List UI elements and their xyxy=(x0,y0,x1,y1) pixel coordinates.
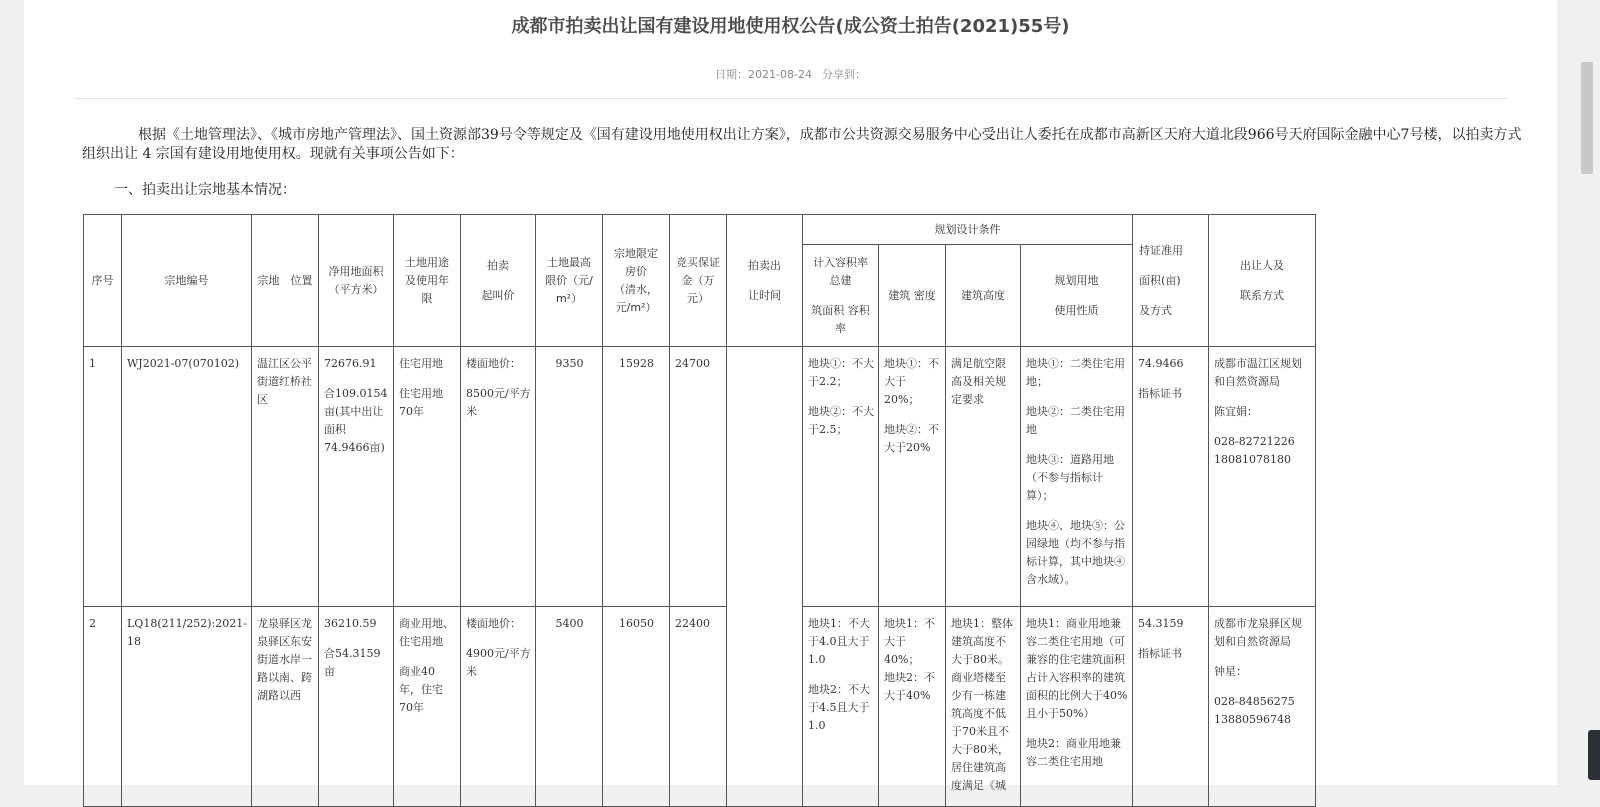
header-height: 建筑高度 xyxy=(946,245,1021,347)
table-row xyxy=(84,607,1316,807)
cell-far: 地块①：不大于2.2； 地块②：不大于2.5； xyxy=(803,347,879,607)
header-far: 计入容积率 总建 筑面积 容积 率 xyxy=(803,245,879,347)
header-deposit: 竞买保证 金（万 元） xyxy=(670,215,727,347)
cell-max-price: 9350 xyxy=(536,347,603,607)
cell-house-price: 15928 xyxy=(603,347,670,607)
header-house-price: 宗地限定 房价 （清水， 元/m²） xyxy=(603,215,670,347)
section-heading: 一、拍卖出让宗地基本情况： xyxy=(114,182,296,198)
cell-land-nature: 地块1：商业用地兼容二类住宅用地（可兼容的住宅建筑面积占计入容积率的建筑面积的比例大于40%且小于50%） 地块2：商业用地兼容二类住宅用地 xyxy=(1021,607,1133,807)
header-transferor: 出让人及 联系方式 xyxy=(1209,215,1316,347)
page-title: 成都市拍卖出让国有建设用地使用权公告(成公资土拍告(2021)55号) xyxy=(511,16,1070,37)
cell-house-price: 16050 xyxy=(603,607,670,807)
cell-area: 36210.59 合54.3159亩 xyxy=(319,607,394,807)
table-row xyxy=(84,347,1316,607)
cell-deposit: 24700 xyxy=(670,347,727,607)
cell-density: 地块①：不大于20%； 地块②：不大于20% xyxy=(879,347,946,607)
cell-max-price: 5400 xyxy=(536,607,603,807)
publish-date: 日期：2021-08-24 xyxy=(715,68,812,81)
cell-transferor: 成都市温江区规划和自然资源局 陈宜娟： 028-82721226 18081078180 xyxy=(1209,347,1316,607)
cell-density: 地块1：不大于40%； 地块2：不大于40% xyxy=(879,607,946,807)
cell-transferor: 成都市龙泉驿区规划和自然资源局 钟星： 028-84856275 13880596748 xyxy=(1209,607,1316,807)
cell-location: 温江区公平街道红桥社区 xyxy=(252,347,319,607)
cell-height: 满足航空限高及相关规定要求 xyxy=(946,347,1021,607)
header-auction-time: 拍卖出 让时间 xyxy=(727,215,803,347)
floating-tool-icon[interactable] xyxy=(1588,730,1600,780)
header-density: 建筑 密度 xyxy=(879,245,946,347)
cell-code: LQ18(211/252):2021-18 xyxy=(122,607,252,807)
header-planning: 规划设计条件 xyxy=(803,215,1133,245)
cell-land-nature: 地块①：二类住宅用地； 地块②：二类住宅用地 地块③：道路用地（不参与指标计算）； 地块④、地块⑤：公园绿地（均不参与指标计算，其中地块④含水域）。 xyxy=(1021,347,1133,607)
share-label[interactable]: 分享到： xyxy=(821,68,866,81)
cell-auction-time xyxy=(727,347,803,807)
cell-location: 龙泉驿区龙泉驿区东安街道水岸一路以南、跨湖路以西 xyxy=(252,607,319,807)
cell-land-use: 商业用地、住宅用地 商业40年，住宅70年 xyxy=(394,607,461,807)
header-max-price: 土地最高 限价（元/ m²） xyxy=(536,215,603,347)
cell-land-use: 住宅用地 住宅用地70年 xyxy=(394,347,461,607)
cell-cert: 54.3159 指标证书 xyxy=(1133,607,1209,807)
header-location: 宗地 位置 xyxy=(252,215,319,347)
land-parcel-table xyxy=(83,214,1316,807)
cell-deposit: 22400 xyxy=(670,607,727,807)
cell-seq: 2 xyxy=(84,607,122,807)
header-start-price: 拍卖 起叫价 xyxy=(461,215,536,347)
header-land-nature: 规划用地 使用性质 xyxy=(1021,245,1133,347)
title-divider xyxy=(74,98,1507,99)
header-code: 宗地编号 xyxy=(122,215,252,347)
cell-far: 地块1：不大于4.0且大于1.0 地块2：不大于4.5且大于1.0 xyxy=(803,607,879,807)
cell-height: 地块1：整体建筑高度不大于80米。商业塔楼至少有一栋建筑高度不低于70米且不大于80米，居住建筑高度满足《城 xyxy=(946,607,1021,807)
cell-start-price: 楼面地价： 4900元/平方米 xyxy=(461,607,536,807)
scrollbar-thumb[interactable] xyxy=(1581,62,1593,174)
article-page xyxy=(24,0,1557,792)
cell-start-price: 楼面地价： 8500元/平方米 xyxy=(461,347,536,607)
cell-cert: 74.9466 指标证书 xyxy=(1133,347,1209,607)
cell-seq: 1 xyxy=(84,347,122,607)
intro-paragraph: 根据《土地管理法》、《城市房地产管理法》、国土资源部39号令等规定及《国有建设用地使用权出让方案》，成都市公共资源交易服务中心受出让人委托在成都市高新区天府大道北段966号天府国际金融中心7号楼，以拍卖方式组织出让 4 宗国有建设用地使用权。现就有关事项公告如下： xyxy=(82,127,1522,162)
header-seq: 序号 xyxy=(84,215,122,347)
header-land-use: 土地用途 及使用年 限 xyxy=(394,215,461,347)
cell-code: WJ2021-07(070102) xyxy=(122,347,252,607)
article-meta xyxy=(24,66,1557,82)
header-cert: 持证准用 面积(亩) 及方式 xyxy=(1133,215,1209,347)
cell-area: 72676.91 合109.0154亩(其中出让面积 74.9466亩) xyxy=(319,347,394,607)
header-area: 净用地面积 （平方米） xyxy=(319,215,394,347)
